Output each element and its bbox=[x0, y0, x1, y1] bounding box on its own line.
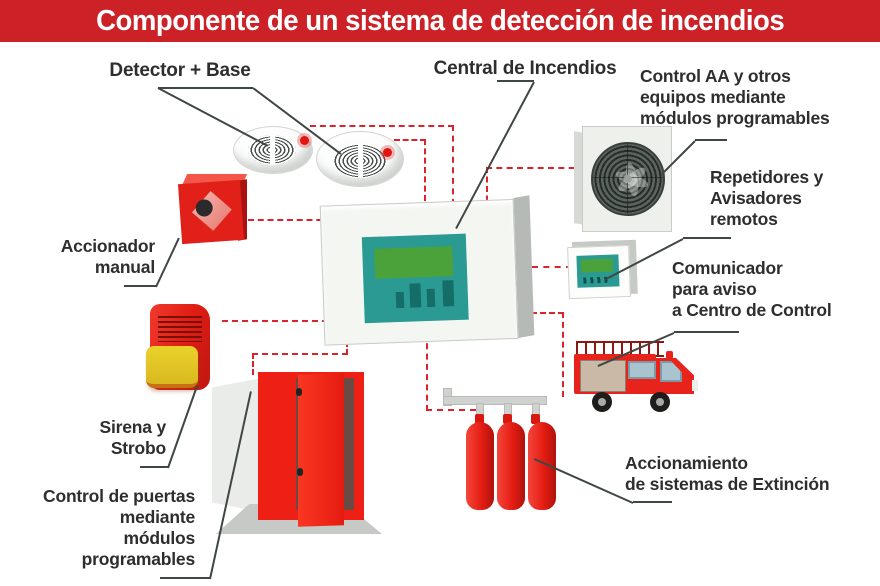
door-frame bbox=[258, 372, 364, 520]
pointer-line bbox=[155, 238, 180, 288]
hvac-fan-icon bbox=[582, 126, 670, 230]
fire-panel-icon bbox=[319, 192, 534, 349]
wire-detector2-h bbox=[394, 139, 426, 141]
wire-detector2-v bbox=[424, 139, 426, 201]
pointer-underline bbox=[674, 331, 739, 333]
truck-window bbox=[628, 361, 656, 379]
manual-call-point-icon bbox=[176, 172, 248, 246]
label-repetidores: Repetidores y Avisadores remotos bbox=[710, 167, 824, 229]
panel-key bbox=[409, 283, 421, 307]
door-hinge bbox=[296, 388, 302, 396]
label-comunicador: Comunicador para aviso a Centro de Control bbox=[672, 258, 832, 320]
extinguisher-cylinders-icon bbox=[440, 388, 570, 513]
wire-repeater-h bbox=[532, 266, 572, 268]
wire-siren-h bbox=[222, 320, 328, 322]
smoke-detector-icon bbox=[316, 131, 404, 187]
pointer-underline bbox=[160, 577, 210, 579]
panel-screen bbox=[362, 234, 469, 324]
repeater-screen bbox=[576, 254, 619, 287]
repeater-panel-icon bbox=[567, 245, 633, 299]
cylinder bbox=[497, 422, 525, 510]
wire-detector1-h bbox=[310, 125, 454, 127]
truck-wheel bbox=[650, 392, 670, 412]
panel-front-face bbox=[320, 199, 519, 346]
detector-led bbox=[383, 148, 392, 157]
wire-door-h bbox=[252, 353, 348, 355]
pointer-underline bbox=[124, 285, 156, 287]
panel-key bbox=[396, 292, 405, 308]
label-sirena-strobo: Sirena y Strobo bbox=[99, 417, 166, 458]
pointer-underline bbox=[695, 139, 727, 141]
truck-wheel bbox=[592, 392, 612, 412]
repeater-display bbox=[581, 259, 613, 273]
label-central-incendios: Central de Incendios bbox=[433, 58, 617, 79]
label-control-puertas: Control de puertas mediante módulos programables bbox=[43, 486, 195, 569]
page-title: Componente de un sistema de detección de incendios bbox=[95, 4, 785, 37]
panel-key bbox=[427, 289, 436, 307]
strobe-lens bbox=[146, 346, 198, 388]
door-hinge bbox=[297, 468, 303, 476]
label-accionador-manual: Accionador manual bbox=[60, 236, 155, 277]
pointer-underline bbox=[683, 237, 731, 239]
panel-display bbox=[374, 246, 453, 279]
truck-bumper bbox=[692, 380, 698, 391]
wire-truck-h bbox=[531, 312, 564, 314]
pointer-line bbox=[167, 386, 198, 469]
cylinder bbox=[466, 422, 494, 510]
siren-slats bbox=[158, 316, 202, 342]
door-leaf bbox=[298, 373, 344, 527]
truck-beacon bbox=[666, 351, 673, 359]
label-control-aa: Control AA y otros equipos mediante módulos programables bbox=[640, 66, 830, 128]
pointer-underline bbox=[158, 87, 253, 89]
detector-led bbox=[300, 136, 309, 145]
wire-fan-h bbox=[486, 167, 585, 169]
fan-grille bbox=[591, 142, 665, 216]
label-detector-base: Detector + Base bbox=[109, 60, 251, 81]
label-accionamiento-extincion: Accionamiento de sistemas de Extinción bbox=[625, 453, 830, 494]
header-banner bbox=[0, 0, 880, 42]
wire-truck-v bbox=[562, 312, 564, 397]
wire-detector1-v bbox=[452, 125, 454, 205]
detector-vents bbox=[333, 144, 387, 178]
pointer-underline bbox=[633, 501, 672, 503]
pointer-underline bbox=[140, 466, 168, 468]
panel-key bbox=[442, 280, 454, 306]
pointer-line bbox=[158, 87, 269, 147]
siren-strobe-icon bbox=[146, 302, 216, 394]
callpoint-front-face bbox=[178, 180, 244, 244]
fan-hub bbox=[624, 175, 632, 183]
